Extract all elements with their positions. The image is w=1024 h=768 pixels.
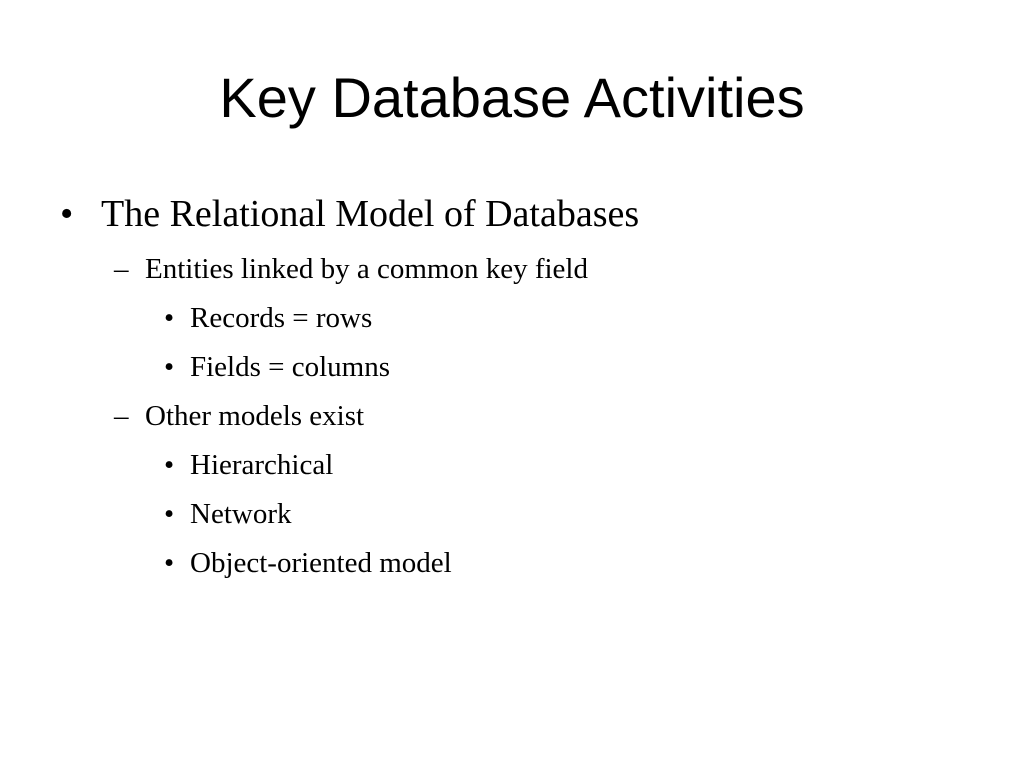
bullet-marker: • xyxy=(164,351,175,383)
bullet-text: Other models exist xyxy=(145,400,365,432)
slide-title: Key Database Activities xyxy=(219,66,805,129)
bullet-marker: • xyxy=(164,498,175,530)
bullet-text: Fields = columns xyxy=(190,351,391,383)
bullet-text: Entities linked by a common key field xyxy=(145,253,588,285)
bullet-text: Hierarchical xyxy=(190,449,334,481)
subsub-bullet-network xyxy=(164,496,291,532)
dash-marker: – xyxy=(114,400,129,432)
bullet-text: Object-oriented model xyxy=(190,547,452,579)
subsub-bullet-fields xyxy=(164,349,390,385)
subsub-bullet-object-oriented xyxy=(164,545,452,581)
bullet-text: Records = rows xyxy=(190,302,373,334)
subbullet-other-models xyxy=(114,398,364,434)
bullet-text: Network xyxy=(190,498,292,530)
bullet-marker: • xyxy=(164,449,175,481)
bullet-text: The Relational Model of Databases xyxy=(101,193,640,235)
subsub-bullet-hierarchical xyxy=(164,447,333,483)
bullet-relational-model xyxy=(60,192,639,236)
dash-marker: – xyxy=(114,253,129,285)
bullet-marker: • xyxy=(164,547,175,579)
bullet-marker: • xyxy=(164,302,175,334)
subbullet-entities-linked xyxy=(114,251,588,287)
subsub-bullet-records xyxy=(164,300,372,336)
bullet-marker: • xyxy=(60,193,74,235)
